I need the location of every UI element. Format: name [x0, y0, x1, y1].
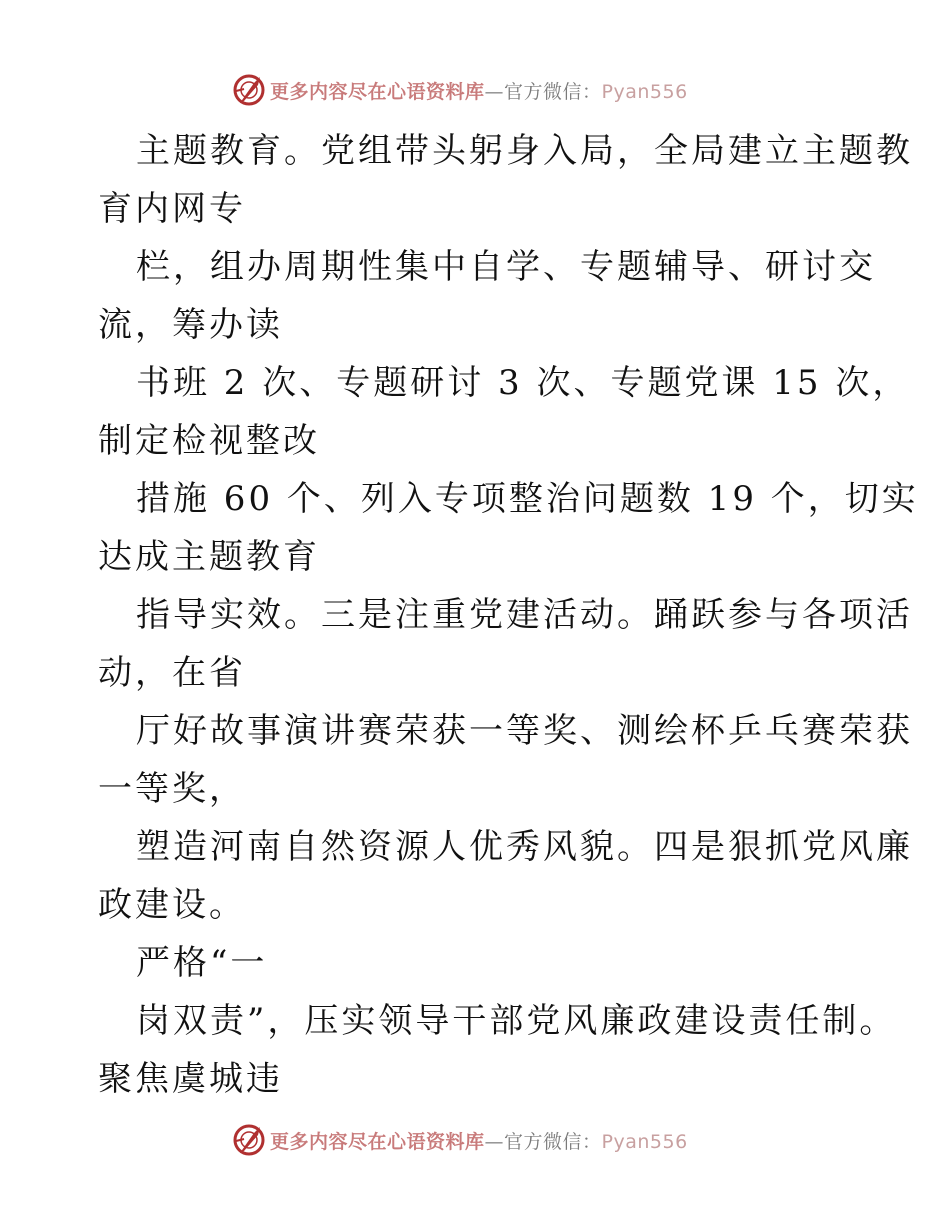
body-line: 一等奖， — [98, 769, 246, 809]
footer-banner-separator: — — [484, 1130, 505, 1153]
body-line: 塑造河南自然资源人优秀风貌。四是狠抓党风廉 — [136, 827, 913, 867]
body-line: 岗双责”，压实领导干部党风廉政建设责任制。 — [136, 1001, 897, 1041]
footer-banner-title: 更多内容尽在心语资料库 — [270, 1130, 485, 1153]
body-line: 政建设。 — [98, 885, 246, 925]
header-banner — [232, 70, 688, 110]
body-line: 严格“一 — [136, 943, 268, 983]
body-line: 动，在省 — [98, 653, 246, 693]
header-banner-title: 更多内容尽在心语资料库 — [270, 80, 485, 103]
footer-banner-wechat-label: 官方微信： — [504, 1130, 602, 1153]
header-banner-separator: — — [484, 80, 505, 103]
body-line: 流，筹办读 — [98, 305, 283, 345]
footer-banner-wechat-id: Pyan556 — [601, 1130, 688, 1153]
body-line: 制定检视整改 — [98, 421, 320, 461]
footer-banner — [232, 1120, 688, 1160]
body-line: 主题教育。党组带头躬身入局，全局建立主题教 — [136, 131, 913, 171]
document-body — [98, 122, 919, 1108]
header-banner-wechat-label: 官方微信： — [504, 80, 602, 103]
quill-pen-circle-icon — [232, 73, 266, 107]
quill-pen-circle-icon — [232, 1123, 266, 1157]
body-line: 聚焦虞城违 — [98, 1059, 283, 1099]
body-line: 措施 60 个、列入专项整治问题数 19 个，切实 — [136, 479, 919, 519]
body-line: 指导实效。三是注重党建活动。踊跃参与各项活 — [136, 595, 913, 635]
body-line: 书班 2 次、专题研讨 3 次、专题党课 15 次， — [136, 363, 910, 403]
header-banner-wechat-id: Pyan556 — [601, 80, 688, 103]
body-line: 达成主题教育 — [98, 537, 320, 577]
body-line: 栏，组办周期性集中自学、专题辅导、研讨交 — [136, 247, 876, 287]
body-line: 厅好故事演讲赛荣获一等奖、测绘杯乒乓赛荣获 — [136, 711, 913, 751]
body-line: 育内网专 — [98, 189, 246, 229]
